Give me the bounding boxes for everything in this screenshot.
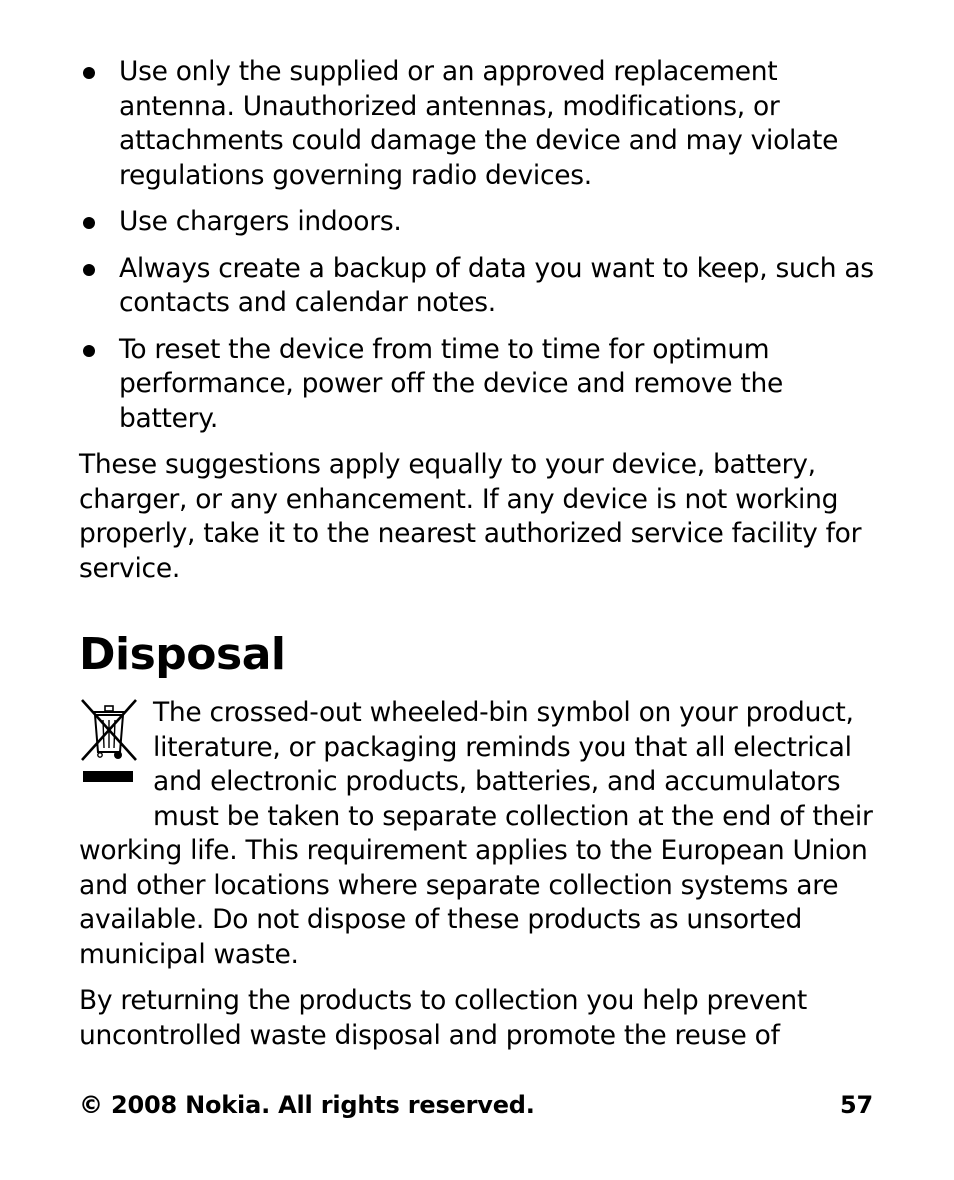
disposal-section bbox=[79, 696, 877, 1053]
bullet-text: Use chargers indoors. bbox=[119, 206, 402, 237]
page-footer bbox=[79, 1090, 873, 1120]
page-number: 57 bbox=[840, 1091, 873, 1119]
bullet-text: Use only the supplied or an approved replacement antenna. Unauthorized antennas, modifications, or attachments could damage the device and may violate regulations governing radio devices. bbox=[119, 56, 839, 191]
page-content bbox=[79, 55, 877, 1065]
bullet-icon bbox=[83, 264, 95, 276]
bullet-icon bbox=[83, 67, 95, 79]
bullet-text: To reset the device from time to time for optimum performance, power off the device and remove the battery. bbox=[119, 333, 783, 434]
list-item bbox=[79, 55, 877, 193]
disposal-paragraph-continued: By returning the products to collection you help prevent uncontrolled waste disposal and promote the reuse of bbox=[79, 985, 808, 1051]
list-item bbox=[79, 205, 877, 240]
bullet-icon bbox=[83, 345, 95, 357]
bullet-text: Always create a backup of data you want to keep, such as contacts and calendar notes. bbox=[119, 252, 874, 318]
list-item bbox=[79, 252, 877, 321]
care-suggestions-paragraph: These suggestions apply equally to your device, battery, charger, or any enhancement. If any device is not working properly, take it to the nearest authorized service facility for service. bbox=[79, 449, 862, 584]
list-item bbox=[79, 333, 877, 437]
copyright-notice: © 2008 Nokia. All rights reserved. bbox=[79, 1091, 535, 1119]
section-title-disposal: Disposal bbox=[79, 629, 286, 680]
crossed-out-wheeled-bin-icon bbox=[79, 698, 153, 822]
bullet-icon bbox=[83, 217, 95, 229]
safety-bullet-list bbox=[79, 55, 877, 436]
disposal-paragraph: The crossed-out wheeled-bin symbol on your product, literature, or packaging reminds you that all electrical and electronic products, batteries, and accumulators must be taken to separate collection at the end of their working life. This requirement applies to the European Union and other locations where separate collection systems are available. Do not dispose of these products as unsorted municipal waste. bbox=[79, 697, 873, 970]
